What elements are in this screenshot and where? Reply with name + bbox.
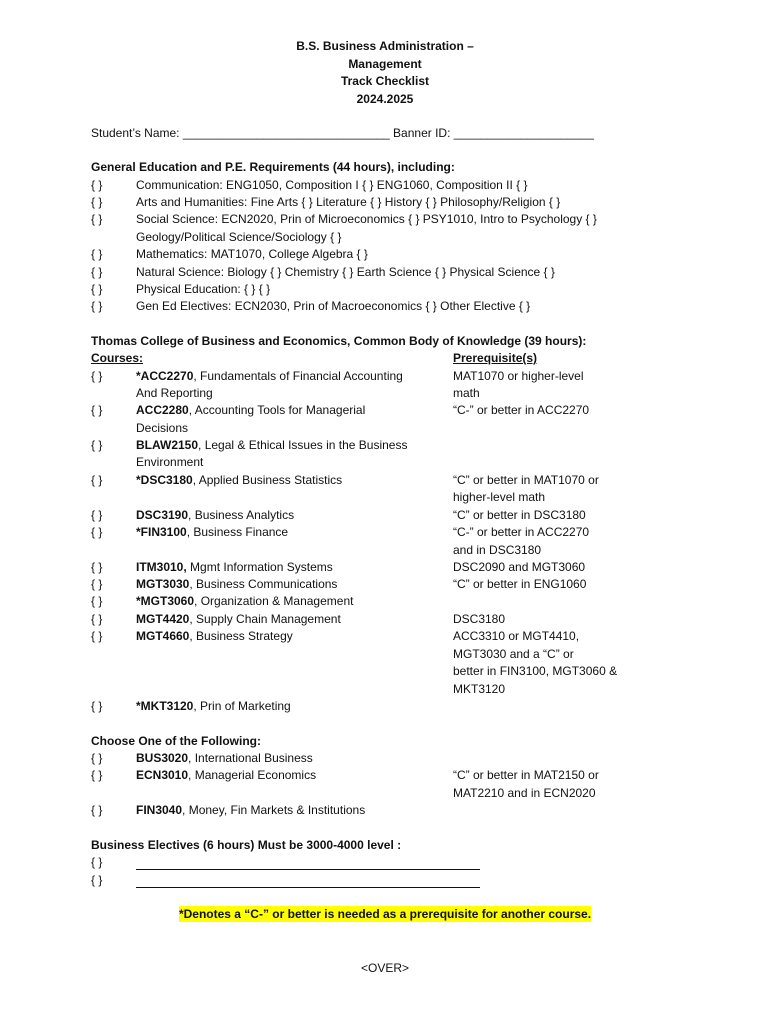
- prereq-ecn3010: “C” or better in MAT2150 or: [453, 768, 599, 782]
- course-checkbox[interactable]: { }: [91, 803, 103, 817]
- course-mkt3120: *MKT3120, Prin of Marketing: [136, 699, 291, 713]
- prereq-mgt3030: “C” or better in ENG1060: [453, 577, 587, 591]
- gen-ed-electives: Gen Ed Electives: ECN2030, Prin of Macroeconomics { } Other Elective { }: [136, 299, 531, 313]
- course-checkbox[interactable]: { }: [91, 403, 103, 417]
- course-mgt4660: MGT4660, Business Strategy: [136, 629, 293, 643]
- prereq-acc2270: MAT1070 or higher-level: [453, 369, 584, 383]
- course-checkbox[interactable]: { }: [91, 369, 103, 383]
- course-acc2280: ACC2280, Accounting Tools for Managerial: [136, 403, 366, 417]
- course-fin3040: FIN3040, Money, Fin Markets & Institutions: [136, 803, 366, 817]
- gen-ed-mathematics: Mathematics: MAT1070, College Algebra { }: [136, 247, 368, 261]
- prereq-mgt4420: DSC3180: [453, 612, 506, 626]
- prereq-dsc3180-cont: higher-level math: [453, 490, 546, 504]
- courses-column-label: Courses:: [91, 351, 144, 365]
- course-blaw2150-title-cont: Environment: [136, 455, 204, 469]
- course-itm3010: ITM3010, Mgmt Information Systems: [136, 560, 333, 574]
- gen-ed-arts-humanities: Arts and Humanities: Fine Arts { } Literature { } History { } Philosophy/Religion { }: [136, 195, 561, 209]
- over-footer: <OVER>: [360, 961, 410, 975]
- gen-ed-physical-education: Physical Education: { } { }: [136, 282, 271, 296]
- document-title: [0, 38, 770, 108]
- course-checkbox[interactable]: { }: [91, 577, 103, 591]
- prereq-dsc3190: “C” or better in DSC3180: [453, 508, 586, 522]
- gen-ed-social-science-cont: Geology/Political Science/Sociology { }: [136, 230, 342, 244]
- elective-checkbox[interactable]: { }: [91, 855, 103, 869]
- prereq-itm3010: DSC2090 and MGT3060: [453, 560, 586, 574]
- gen-ed-checkbox[interactable]: { }: [91, 282, 103, 296]
- course-mgt4420: MGT4420, Supply Chain Management: [136, 612, 341, 626]
- course-ecn3010: ECN3010, Managerial Economics: [136, 768, 317, 782]
- prereq-fin3100-cont: and in DSC3180: [453, 543, 542, 557]
- business-electives-heading: Business Electives (6 hours) Must be 3000-4000 level :: [91, 838, 402, 852]
- course-dsc3180: *DSC3180, Applied Business Statistics: [136, 473, 343, 487]
- course-checkbox[interactable]: { }: [91, 699, 103, 713]
- gen-ed-checkbox[interactable]: { }: [91, 195, 103, 209]
- course-mgt3030: MGT3030, Business Communications: [136, 577, 338, 591]
- course-acc2270-title-cont: And Reporting: [136, 386, 213, 400]
- gen-ed-communication: Communication: ENG1050, Composition I { } ENG1060, Composition II { }: [136, 178, 528, 192]
- gen-ed-checkbox[interactable]: { }: [91, 212, 103, 226]
- course-checkbox[interactable]: { }: [91, 629, 103, 643]
- prerequisite-note: [0, 906, 770, 923]
- course-checkbox[interactable]: { }: [91, 525, 103, 539]
- gen-ed-checkbox[interactable]: { }: [91, 299, 103, 313]
- gen-ed-heading: General Education and P.E. Requirements (44 hours), including:: [91, 160, 455, 174]
- gen-ed-checkbox[interactable]: { }: [91, 247, 103, 261]
- course-mgt3060: *MGT3060, Organization & Management: [136, 594, 354, 608]
- course-checkbox[interactable]: { }: [91, 560, 103, 574]
- prereq-mgt4660-cont: MGT3030 and a “C” or: [453, 647, 574, 661]
- course-checkbox[interactable]: { }: [91, 612, 103, 626]
- title-line-year: 2024.2025: [356, 91, 414, 106]
- prereq-mgt4660-cont: MKT3120: [453, 682, 506, 696]
- title-line-track: Management: [348, 56, 422, 71]
- elective-blank-line[interactable]: [136, 872, 480, 888]
- gen-ed-natural-science: Natural Science: Biology { } Chemistry { } Earth Science { } Physical Science { }: [136, 265, 555, 279]
- title-line-program: B.S. Business Administration –: [296, 39, 474, 53]
- choose-one-heading: Choose One of the Following:: [91, 734, 261, 748]
- course-fin3100: *FIN3100, Business Finance: [136, 525, 289, 539]
- gen-ed-social-science: Social Science: ECN2020, Prin of Microeconomics { } PSY1010, Intro to Psychology { }: [136, 212, 597, 226]
- prereq-acc2270-cont: math: [453, 386, 480, 400]
- elective-checkbox[interactable]: { }: [91, 873, 103, 887]
- course-checkbox[interactable]: { }: [91, 768, 103, 782]
- course-dsc3190: DSC3190, Business Analytics: [136, 508, 295, 522]
- prereq-fin3100: “C-” or better in ACC2270: [453, 525, 590, 539]
- course-acc2270: *ACC2270, Fundamentals of Financial Accounting: [136, 369, 403, 383]
- course-acc2280-title-cont: Decisions: [136, 421, 189, 435]
- gen-ed-checkbox[interactable]: { }: [91, 178, 103, 192]
- course-blaw2150: BLAW2150, Legal & Ethical Issues in the Business: [136, 438, 408, 452]
- highlighted-note-text: *Denotes a “C-” or better is needed as a prerequisite for another course.: [178, 907, 592, 921]
- prereq-ecn3010-cont: MAT2210 and in ECN2020: [453, 786, 596, 800]
- course-checkbox[interactable]: { }: [91, 508, 103, 522]
- prerequisites-column-label: Prerequisite(s): [453, 351, 538, 365]
- prereq-mgt4660-cont: better in FIN3100, MGT3060 &: [453, 664, 618, 678]
- elective-blank-line[interactable]: [136, 854, 480, 870]
- student-name-banner-line: Student’s Name: _______________________________ Banner ID: _____________________: [91, 126, 594, 140]
- core-heading: Thomas College of Business and Economics, Common Body of Knowledge (39 hours):: [91, 334, 587, 348]
- prereq-dsc3180: “C” or better in MAT1070 or: [453, 473, 599, 487]
- prereq-mgt4660: ACC3310 or MGT4410,: [453, 629, 580, 643]
- course-checkbox[interactable]: { }: [91, 473, 103, 487]
- course-checkbox[interactable]: { }: [91, 594, 103, 608]
- title-line-checklist: Track Checklist: [340, 74, 430, 88]
- prereq-acc2280: “C-” or better in ACC2270: [453, 403, 590, 417]
- course-checkbox[interactable]: { }: [91, 438, 103, 452]
- course-bus3020: BUS3020, International Business: [136, 751, 313, 765]
- course-checkbox[interactable]: { }: [91, 751, 103, 765]
- gen-ed-checkbox[interactable]: { }: [91, 265, 103, 279]
